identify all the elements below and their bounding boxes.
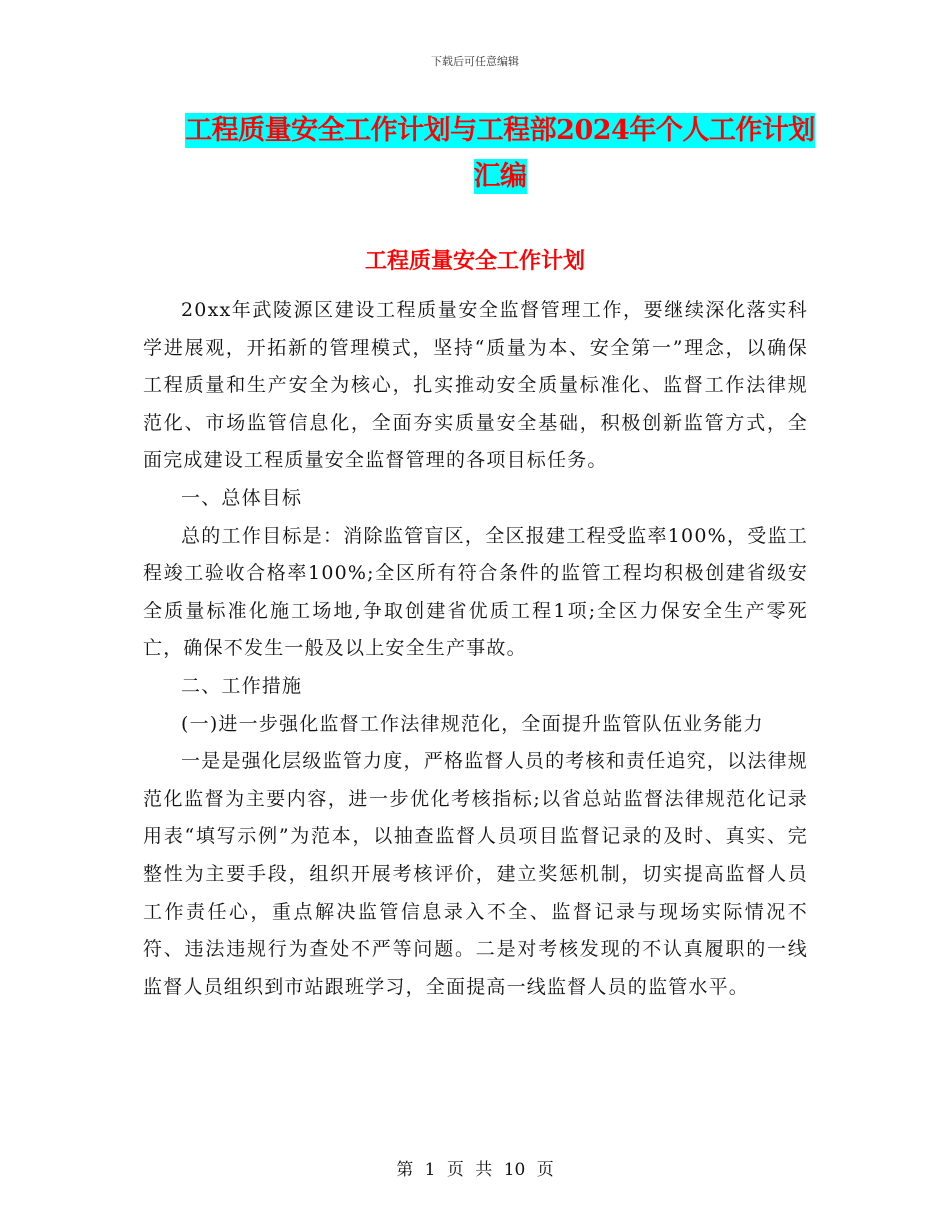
paragraph-intro: 20xx年武陵源区建设工程质量安全监督管理工作，要继续深化落实科学进展观，开拓新的管理模式，坚持“质量为本、安全第一”理念，以确保工程质量和生产安全为核心，扎实推动安全质量标准化、监督工作法律规范化、市场监管信息化，全面夯实质量安全基础，积极创新监管方式，全面完成建设工程质量安全监督管理的各项目标任务。 [143,299,808,472]
heading-overall-goal: 一、总体目标 [181,486,303,509]
page-number-footer: 第 1 页 共 10 页 [396,1160,554,1180]
document-title [140,108,860,200]
paragraph-measure-1: 一是是强化层级监管力度，严格监督人员的考核和责任追究，以法律规范化监督为主要内容，进一步优化考核指标;以省总站监督法律规范化记录用表“填写示例”为范本，以抽查监督人员项目监督记录的及时、真实、完整性为主要手段，组织开展考核评价，建立奖惩机制，切实提高监督人员工作责任心，重点解决监管信息录入不全、监督记录与现场实际情况不符、违法违规行为查处不严等问题。二是对考核发现的不认真履职的一线监督人员组织到市站跟班学习，全面提高一线监督人员的监管水平。 [143,750,808,998]
document-body [143,292,808,1006]
header-note: 下载后可任意编辑 [431,55,519,68]
heading-work-measures: 二、工作措施 [181,674,303,697]
document-title-line1: 工程质量安全工作计划与工程部2024年个人工作计划 [185,115,815,146]
subheading-measure-1: (一)进一步强化监督工作法律规范化，全面提升监管队伍业务能力 [181,712,764,735]
paragraph-goal: 总的工作目标是：消除监管盲区，全区报建工程受监率100%，受监工程竣工验收合格率100%;全区所有符合条件的监管工程均积极创建省级安全质量标准化施工场地,争取创建省优质工程1项;全区力保安全生产零死亡，确保不发生一般及以上安全生产事故。 [143,524,808,660]
document-title-line2: 汇编 [473,161,527,192]
section-title: 工程质量安全工作计划 [364,249,585,274]
